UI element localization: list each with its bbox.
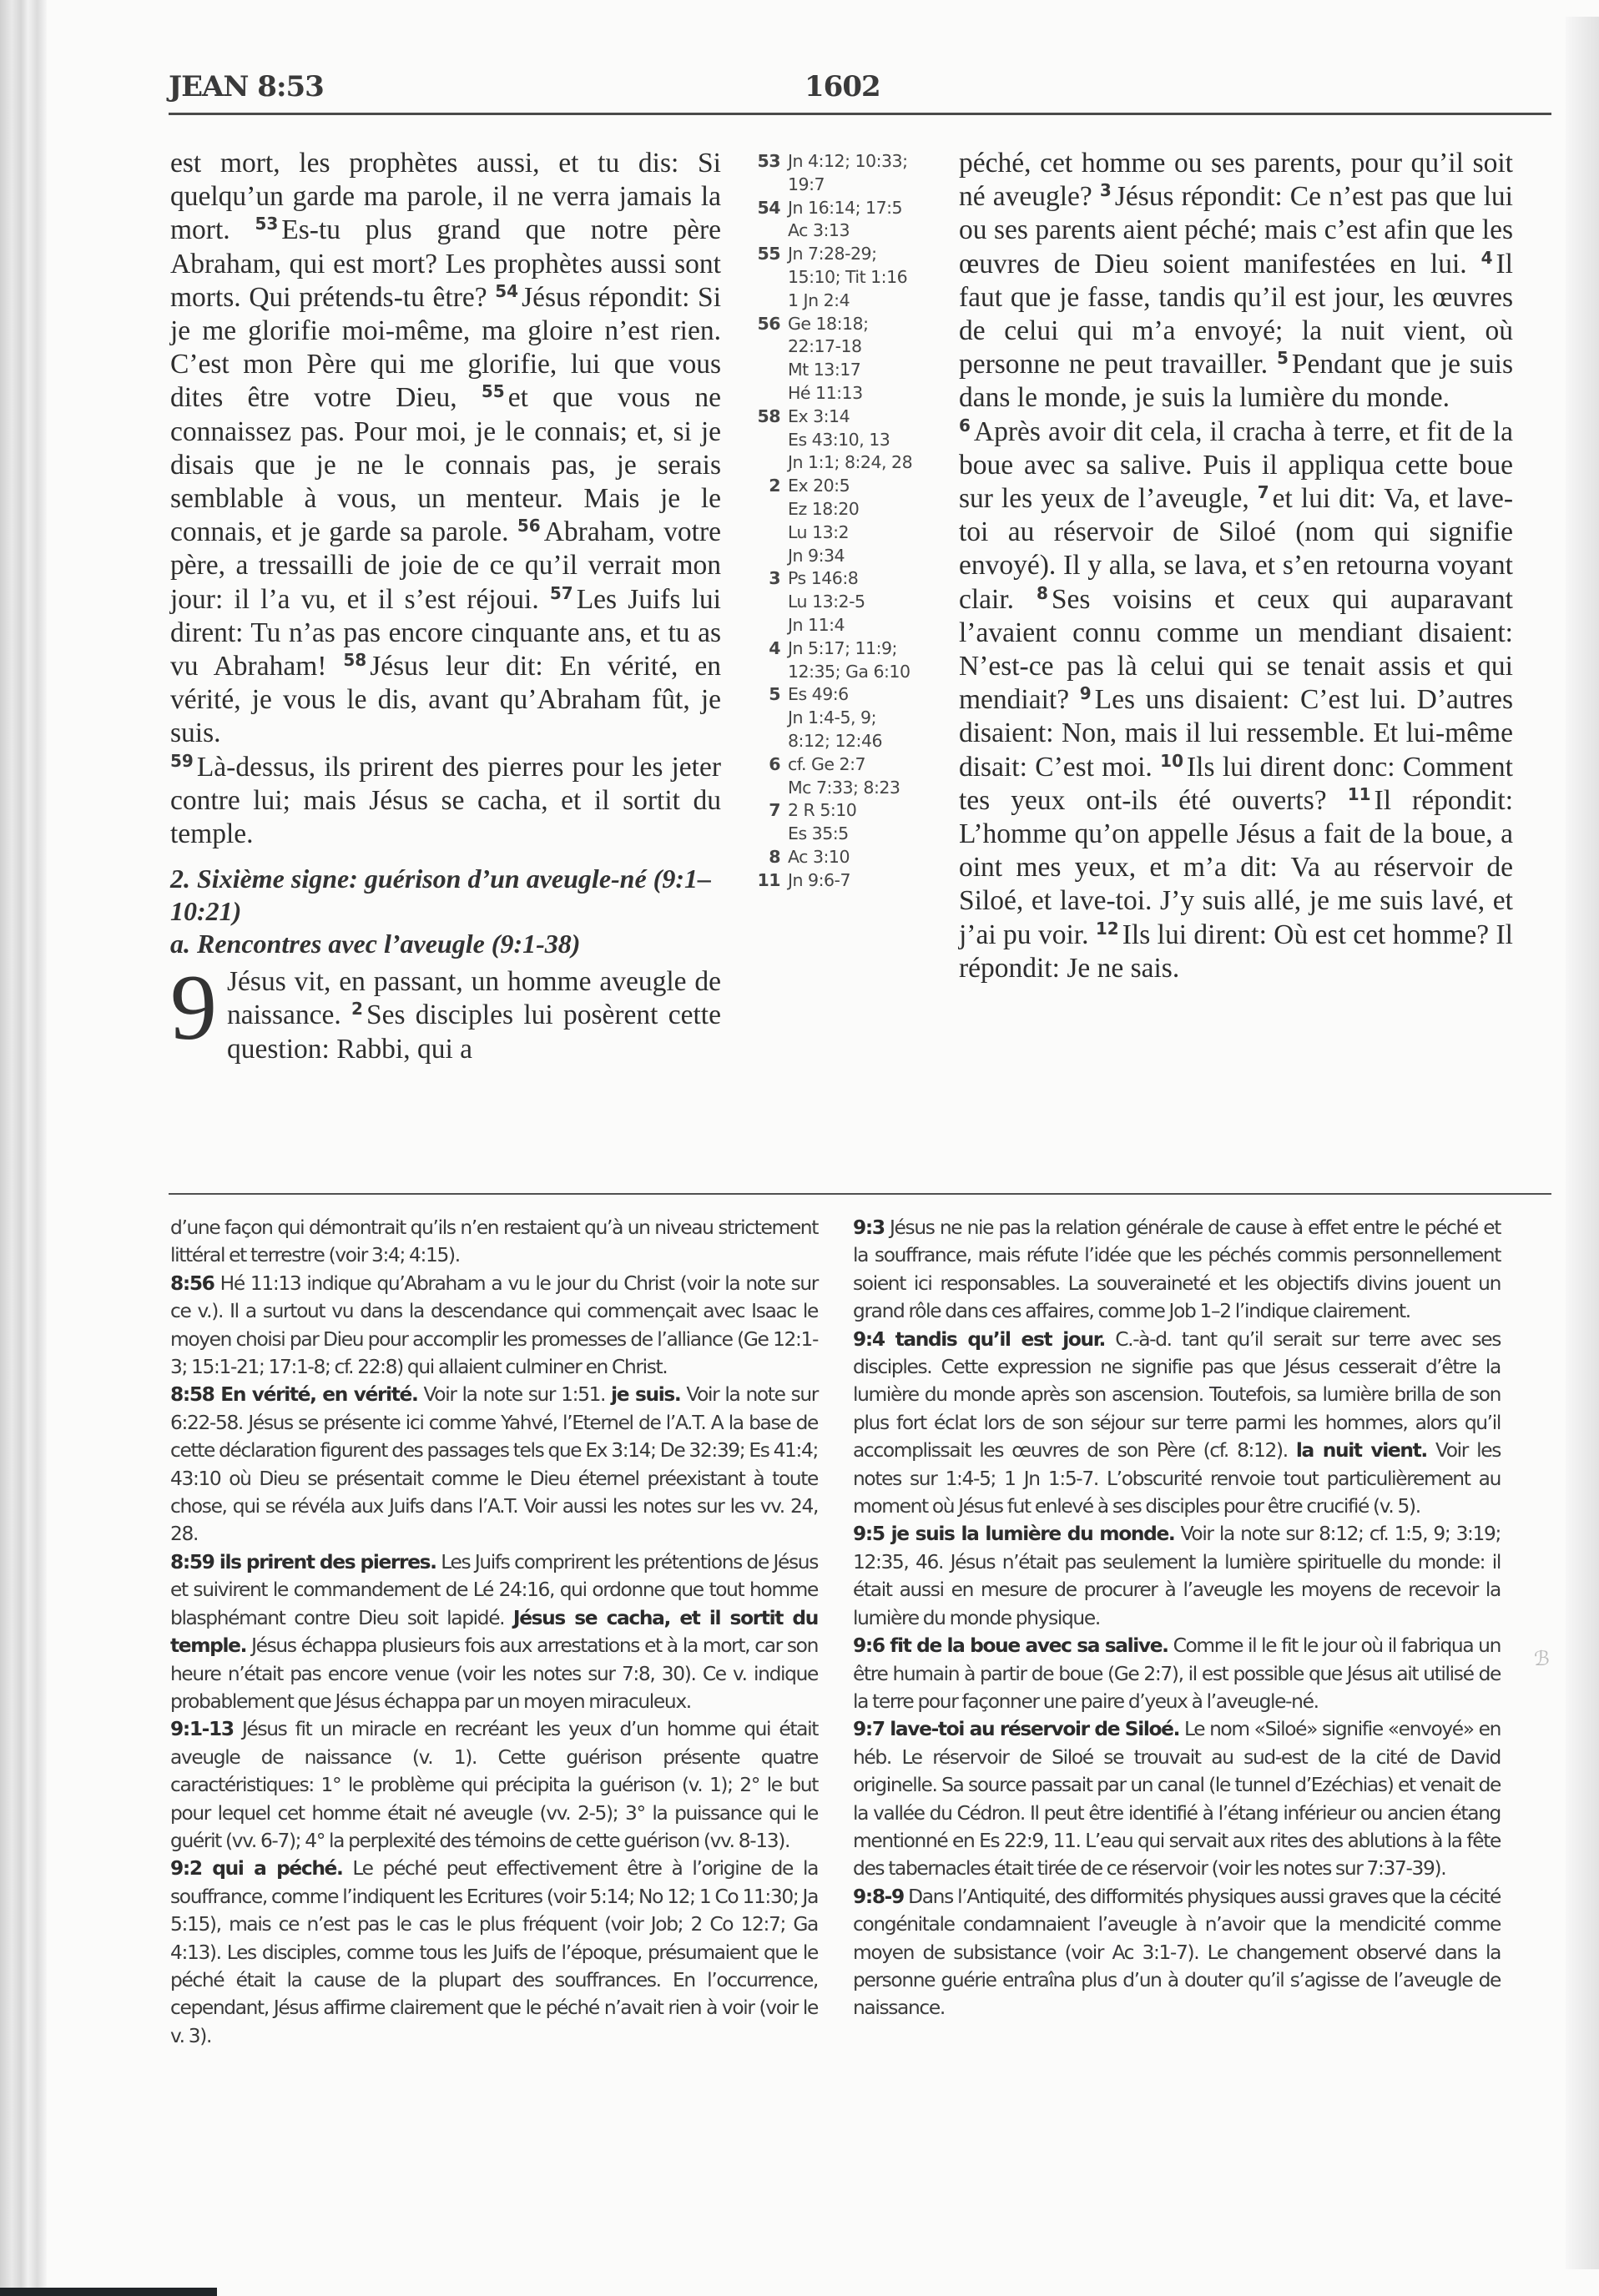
note-text: Jésus ne nie pas la relation générale de cause à effet entre le péché et la souffrance, mais réfute l’idée que les péchés commis personnellement soient ici responsables. La souveraineté et les objectifs divins jouent un grand rôle dans ces affaires, comme Job 1–2 l’indique clairement. — [853, 1216, 1501, 1323]
cross-reference: 12:35; Ga 6:10 — [788, 661, 910, 682]
note-lemma: 9:7 lave-toi au réservoir de Siloé. — [853, 1718, 1180, 1741]
scripture-paragraph — [170, 147, 721, 751]
note-lemma: 9:2 qui a péché. — [170, 1857, 343, 1881]
cross-reference: Es 43:10, 13 — [788, 429, 890, 450]
cross-reference: Jn 4:12; 10:33; — [788, 151, 908, 171]
note-text: Le nom «Siloé» signifie «envoyé» en héb. Le réservoir de Siloé se trouvait au sud-est de la cité de David originelle. Sa source passait par un canal (le tunnel d’Ezéchias) et venait de la vallée du Cédron. Il peut être identifié à l’étang inférieur ou ancien étang mentionné en Es 22:9, 11. L’eau qui servait aux rites des ablutions à la fête des tabernacles était tirée de ce réservoir (voir les notes sur 7:37-39). — [853, 1718, 1501, 1881]
verse-text: et lui dit: Va, et lave-toi au réservoir de Siloé (nom qui signifie envoyé). Il y alla, se lava, et s’en retourna voyant clair. — [959, 483, 1513, 615]
cross-reference-list — [788, 799, 856, 846]
verse-number: 8 — [1036, 582, 1048, 603]
cross-reference: 8:12; 12:46 — [788, 730, 883, 751]
verse-number: 3 — [1099, 180, 1112, 201]
verse-text: Ses disciples lui posèrent cette question: Rabbi, qui a — [227, 999, 721, 1065]
cross-reference-entry — [749, 683, 949, 753]
study-notes-left-column — [170, 1214, 818, 2050]
note-text: Dans l’Antiquité, des difformités physiques aussi graves que la cécité congénitale condamnaient l’aveugle à n’avoir que la mendicité comme moyen de subsistance (voir Ac 3:1-7). Le changement observé dans la personne guérie entraîna plus d’un à douter qu’il s’agisse de l’aveugle de naissance. — [853, 1885, 1501, 2020]
page-number: 1602 — [805, 70, 880, 103]
verse-text: Ils lui dirent: Où est cet homme? Il répondit: Je ne sais. — [959, 919, 1513, 984]
cross-reference-entry — [749, 313, 949, 405]
note-text: d’une façon qui démontrait qu’ils n’en restaient qu’à un niveau strictement littéral et terrestre (voir 3:4; 4:15). — [170, 1216, 818, 1267]
verse-text: est mort, les prophètes aussi, et tu dis: Si quelqu’un garde ma parole, il ne verra jamais la mort. — [170, 148, 721, 246]
cross-reference: Jn 9:6-7 — [788, 869, 850, 890]
verse-number: 59 — [170, 750, 194, 771]
verse-text: Ses voisins et ceux qui auparavant l’avaient connu comme un mendiant disaient: N’est-ce pas là celui qui se tenait assis et qui mendiait? — [959, 583, 1513, 716]
note-text: Jésus échappa plusieurs fois aux arrestations et à la mort, car son heure n’était pas encore venue (voir les notes sur 7:8, 30). Ce v. indique probablement que Jésus échappa par un moyen miraculeux. — [170, 1634, 818, 1713]
study-notes-right-column — [853, 1214, 1501, 2022]
cross-reference: 1 Jn 2:4 — [788, 290, 850, 310]
cross-reference-entry — [749, 197, 949, 244]
study-note — [170, 1715, 818, 1855]
study-note — [853, 1883, 1501, 2022]
note-text: Comme il le fit le jour où il fabriqua un être humain à partir de boue (Ge 2:7), il est possible que Jésus ait utilisé de la terre pour façonner une paire d’yeux à l’aveugle-né. — [853, 1634, 1501, 1713]
cross-reference: Ps 146:8 — [788, 568, 859, 589]
cross-reference-entry — [749, 405, 949, 475]
cross-reference-verse: 56 — [757, 313, 780, 334]
cross-reference-verse: 11 — [757, 869, 780, 890]
cross-reference-entry — [749, 567, 949, 637]
verse-text: Pendant que je suis dans le monde, je suis la lumière du monde. — [959, 349, 1513, 414]
cross-reference-entry — [749, 799, 949, 846]
verse-number: 12 — [1095, 918, 1119, 939]
cross-reference: 2 R 5:10 — [788, 800, 857, 821]
study-note — [853, 1520, 1501, 1632]
page-edge-shadow — [1566, 17, 1599, 2269]
cross-reference: Ac 3:13 — [788, 220, 850, 241]
cross-reference-list — [788, 846, 850, 869]
note-text: Hé 11:13 indique qu’Abraham a vu le jour du Christ (voir la note sur ce v.). Il a surtout vu dans la descendance qui commençait avec Isaac le moyen choisi par Dieu pour accomplir les promesses de l’alliance (Ge 12:1-3; 15:1-21; 17:1-8; cf. 22:8) qui allaient culminer en Christ. — [170, 1271, 818, 1379]
cross-reference-verse: 2 — [769, 476, 780, 496]
cross-reference: Lu 13:2-5 — [788, 592, 865, 612]
note-text: Voir les notes sur 1:4-5; 1 Jn 1:5-7. L’obscurité renvoie tout particulièrement au moment où Jésus fut enlevé à ses disciples pour être crucifié (v. 5). — [853, 1439, 1501, 1518]
cross-reference-list — [788, 313, 869, 405]
note-lemma: 9:3 — [853, 1216, 885, 1239]
note-text: C.-à-d. tant qu’il serait sur terre avec ses disciples. Cette expression ne signifie pas que Jésus cesserait d’être la lumière du monde après son ascension. Toutefois, sa lumière brilla de son plus fort éclat lors de son séjour sur terre parmi les hommes, alors qu’il accomplissait les œuvres de son Père (cf. 8:12). — [853, 1327, 1501, 1463]
cross-reference: Hé 11:13 — [788, 382, 863, 403]
verse-number: 4 — [1480, 247, 1493, 268]
note-lemma: 9:6 fit de la boue avec sa salive. — [853, 1634, 1168, 1658]
study-note — [170, 1270, 818, 1382]
verse-number: 7 — [1257, 482, 1269, 503]
chapter-opening — [170, 956, 721, 1066]
cross-reference: 19:7 — [788, 174, 825, 194]
verse-number: 5 — [1276, 348, 1289, 369]
verse-text: Ils lui dirent donc: Comment tes yeux ont-ils été ouverts? — [959, 751, 1513, 816]
cross-reference-verse: 53 — [757, 151, 780, 171]
note-lemma: 8:58 En vérité, en vérité. — [170, 1383, 418, 1407]
cross-reference-entry — [749, 846, 949, 869]
note-lemma: la nuit vient. — [1295, 1439, 1427, 1463]
verse-number: 57 — [549, 582, 573, 603]
verse-text: Les uns disaient: C’est lui. D’autres disaient: Non, mais il lui ressemble. Et lui-même disait: C’est moi. — [959, 684, 1513, 783]
bible-text-left-column — [170, 147, 721, 1066]
verse-number: 54 — [495, 280, 519, 301]
verse-text: Jésus répondit: Ce n’est pas que lui ou ses parents aient péché; mais c’est afin que les œuvres de Dieu soient manifestées en lui. — [959, 181, 1513, 279]
scripture-paragraph — [170, 751, 721, 852]
verse-number: 58 — [343, 650, 367, 671]
cross-reference-verse: 54 — [757, 197, 780, 218]
verse-number: 11 — [1347, 783, 1371, 804]
verse-text: Abraham, votre père, a tressailli de joie de ce qu’il verrait mon jour: il l’a vu, et il s’est réjoui. — [170, 516, 721, 615]
cross-reference-list — [788, 683, 882, 753]
note-text: Voir la note sur 6:22-58. Jésus se présente ici comme Yahvé, l’Eternel de l’A.T. A la base de cette déclaration figurent des passages tels que Ex 3:14; De 32:39; Es 41:4; 43:10 où Dieu se présentait comme le Dieu éternel préexistant à toute chose, qui se révéla aux Juifs dans l’A.T. Voir aussi les notes sur les vv. 24, 28. — [170, 1383, 818, 1546]
verse-text: Après avoir dit cela, il cracha à terre, et fit de la boue avec sa salive. Puis il appliqua cette boue sur les yeux de l’aveugle, — [959, 415, 1513, 515]
cross-reference-entry — [749, 475, 949, 567]
header-rule — [169, 113, 1551, 115]
verse-text: Jésus répondit: Si je me glorifie moi-même, ma gloire n’est rien. C’est mon Père qui me glorifie, lui que vous dites être votre Dieu, — [170, 281, 722, 414]
note-lemma: 9:4 tandis qu’il est jour. — [853, 1327, 1106, 1351]
verse-number: 55 — [481, 381, 505, 402]
note-text: Jésus fit un miracle en recréant les yeux d’un homme qui était aveugle de naissance (v. 1). Cette guérison présente quatre caractéristiques: 1° le problème qui précipita la guérison (v. 1); 2° le but pour lequel cet homme était né aveugle (vv. 2-5); 3° la puissance qui le guérit (vv. 6-7); 4° la perplexité des témoins de cette guérison (vv. 8-13). — [170, 1718, 818, 1852]
cross-reference: Jn 9:34 — [788, 545, 845, 566]
verse-text: péché, cet homme ou ses parents, pour qu’il soit né aveugle? — [959, 148, 1513, 213]
page-header — [169, 70, 1551, 112]
note-lemma: 8:56 — [170, 1271, 214, 1295]
note-text: Les Juifs comprirent les prétentions de Jésus et suivirent le commandement de Lé 24:16, qui ordonne que tout homme blasphémant contre Dieu soit lapidé. — [170, 1550, 818, 1629]
verse-number: 53 — [255, 214, 279, 234]
cross-reference-list — [788, 405, 912, 475]
cross-reference-verse: 58 — [757, 405, 780, 426]
scanner-edge — [0, 2288, 217, 2296]
verse-number: 10 — [1160, 750, 1183, 771]
study-note — [853, 1715, 1501, 1882]
note-lemma: 8:59 ils prirent des pierres. — [170, 1550, 436, 1573]
note-lemma: 9:1-13 — [170, 1718, 234, 1741]
cross-reference: cf. Ge 2:7 — [788, 753, 866, 774]
cross-reference-verse: 55 — [757, 244, 780, 264]
study-note — [170, 1214, 818, 1270]
subsection-heading: a. Rencontres avec l’aveugle (9:1-38) — [170, 929, 581, 959]
cross-reference: Jn 7:28-29; — [788, 244, 877, 264]
verse-text: Il répondit: L’homme qu’on appelle Jésus a fait de la boue, a oint mes yeux, et m’a dit: Va au réservoir de Siloé, et lave-toi. J’y suis allé, je me suis lavé, et j’ai pu voir. — [959, 784, 1513, 950]
cross-reference-list — [788, 567, 865, 637]
cross-reference: Jn 11:4 — [788, 614, 845, 635]
cross-reference: Jn 5:17; 11:9; — [788, 637, 897, 658]
margin-pencil-mark: ℬ — [1534, 1647, 1550, 1670]
cross-reference: 22:17-18 — [788, 336, 862, 357]
cross-reference-list — [788, 197, 902, 244]
note-lemma: 9:8-9 — [853, 1885, 904, 1908]
verse-text: Les Juifs lui dirent: Tu n’as pas encore cinquante ans, et tu as vu Abraham! — [170, 583, 721, 682]
study-note — [170, 1381, 818, 1548]
cross-reference: Ex 3:14 — [788, 405, 850, 426]
cross-reference-verse: 3 — [769, 568, 780, 589]
verse-number: 56 — [517, 516, 541, 536]
cross-reference-verse: 6 — [769, 753, 780, 774]
running-head: JEAN 8:53 — [169, 70, 324, 103]
cross-reference-verse: 8 — [769, 846, 780, 867]
note-lemma: je suis. — [611, 1383, 681, 1407]
cross-reference: Mc 7:33; 8:23 — [788, 777, 900, 798]
note-lemma: 9:5 je suis la lumière du monde. — [853, 1523, 1175, 1546]
cross-reference-list — [788, 753, 900, 800]
cross-reference: Es 35:5 — [788, 823, 849, 844]
verse-text: Il faut que je fasse, tandis qu’il est jour, les œuvres de celui qui m’a envoyé; la nuit vient, où personne ne peut travailler. — [959, 248, 1513, 380]
study-note — [853, 1326, 1501, 1521]
note-lemma: Jésus se cacha, et il sortit du temple. — [170, 1606, 818, 1658]
verse-number: 9 — [1079, 683, 1092, 704]
cross-reference-entry — [749, 150, 949, 197]
verse-number: 6 — [959, 415, 971, 436]
cross-reference-list — [788, 150, 908, 197]
cross-reference: Es 49:6 — [788, 684, 849, 705]
note-text: Le péché peut effectivement être à l’origine de la souffrance, comme l’indiquent les Ecritures (voir 5:14; No 12; 1 Co 11:30; Ja 5:15), mais ce n’est pas le cas le plus fréquent (voir Job; 2 Co 12:7; Ga 4:13). Les disciples, comme tous les Juifs de l’époque, présumaient que le péché était la cause de la plupart des souffrances. En l’occurrence, cependant, Jésus affirme clairement que le péché n’avait rien à voir (voir le v. 3). — [170, 1857, 818, 2047]
study-note — [170, 1855, 818, 2050]
cross-reference-verse: 5 — [769, 684, 780, 705]
note-text: Voir la note sur 8:12; cf. 1:5, 9; 3:19; 12:35, 46. Jésus n’était pas seulement la lumière spirituelle du monde: il était aussi en mesure de procurer à l’aveugle les moyens de recevoir la lumière du monde physique. — [853, 1523, 1501, 1629]
cross-reference-entry — [749, 243, 949, 312]
cross-reference-entry — [749, 637, 949, 684]
verse-text: et que vous ne connaissez pas. Pour moi, je le connais; et, si je disais que je ne le connais pas, je serais semblable à vous, un menteur. Mais je le connais, et je garde sa parole. — [170, 382, 721, 548]
book-binding-edge — [0, 0, 47, 2296]
study-note — [853, 1214, 1501, 1326]
cross-reference: Ge 18:18; — [788, 313, 869, 334]
cross-reference: Jn 1:1; 8:24, 28 — [788, 452, 913, 473]
cross-reference-verse: 4 — [769, 637, 780, 658]
cross-reference-list — [788, 475, 859, 567]
cross-reference: Ac 3:10 — [788, 846, 850, 867]
verse-text: Jésus vit, en passant, un homme aveugle de naissance. — [227, 966, 721, 1031]
cross-reference: Lu 13:2 — [788, 521, 850, 542]
notes-separator-rule — [169, 1193, 1551, 1195]
cross-reference-verse: 7 — [769, 800, 780, 821]
cross-reference: Ex 20:5 — [788, 476, 850, 496]
cross-reference-entry — [749, 753, 949, 800]
note-text: Voir la note sur 1:51. — [417, 1383, 612, 1407]
cross-reference: Mt 13:17 — [788, 360, 861, 380]
scripture-paragraph — [959, 147, 1513, 415]
cross-reference-list — [788, 637, 910, 684]
bible-text-right-column — [959, 147, 1513, 985]
cross-reference-list — [788, 869, 850, 893]
cross-reference: 15:10; Tit 1:16 — [788, 266, 908, 287]
section-heading: 2. Sixième signe: guérison d’un aveugle-né (9:1–10:21) — [170, 864, 711, 927]
cross-references-column — [749, 150, 949, 893]
cross-reference: Ez 18:20 — [788, 498, 860, 519]
study-note — [170, 1548, 818, 1715]
scripture-paragraph — [959, 415, 1513, 985]
verse-number: 2 — [351, 999, 363, 1020]
study-note — [853, 1632, 1501, 1715]
cross-reference: Jn 1:4-5, 9; — [788, 707, 876, 728]
cross-reference-entry — [749, 869, 949, 893]
chapter-number-dropcap: 9 — [170, 956, 217, 1060]
verse-text: Jésus leur dit: En vérité, en vérité, je vous le dis, avant qu’Abraham fût, je suis. — [170, 651, 722, 749]
cross-reference: Jn 16:14; 17:5 — [788, 197, 903, 218]
cross-reference-list — [788, 243, 907, 312]
verse-text: Là-dessus, ils prirent des pierres pour les jeter contre lui; mais Jésus se cacha, et il sortit du temple. — [170, 751, 721, 850]
verse-text: Es-tu plus grand que notre père Abraham, qui est mort? Les prophètes aussi sont morts. Qui prétends-tu être? — [170, 214, 721, 313]
